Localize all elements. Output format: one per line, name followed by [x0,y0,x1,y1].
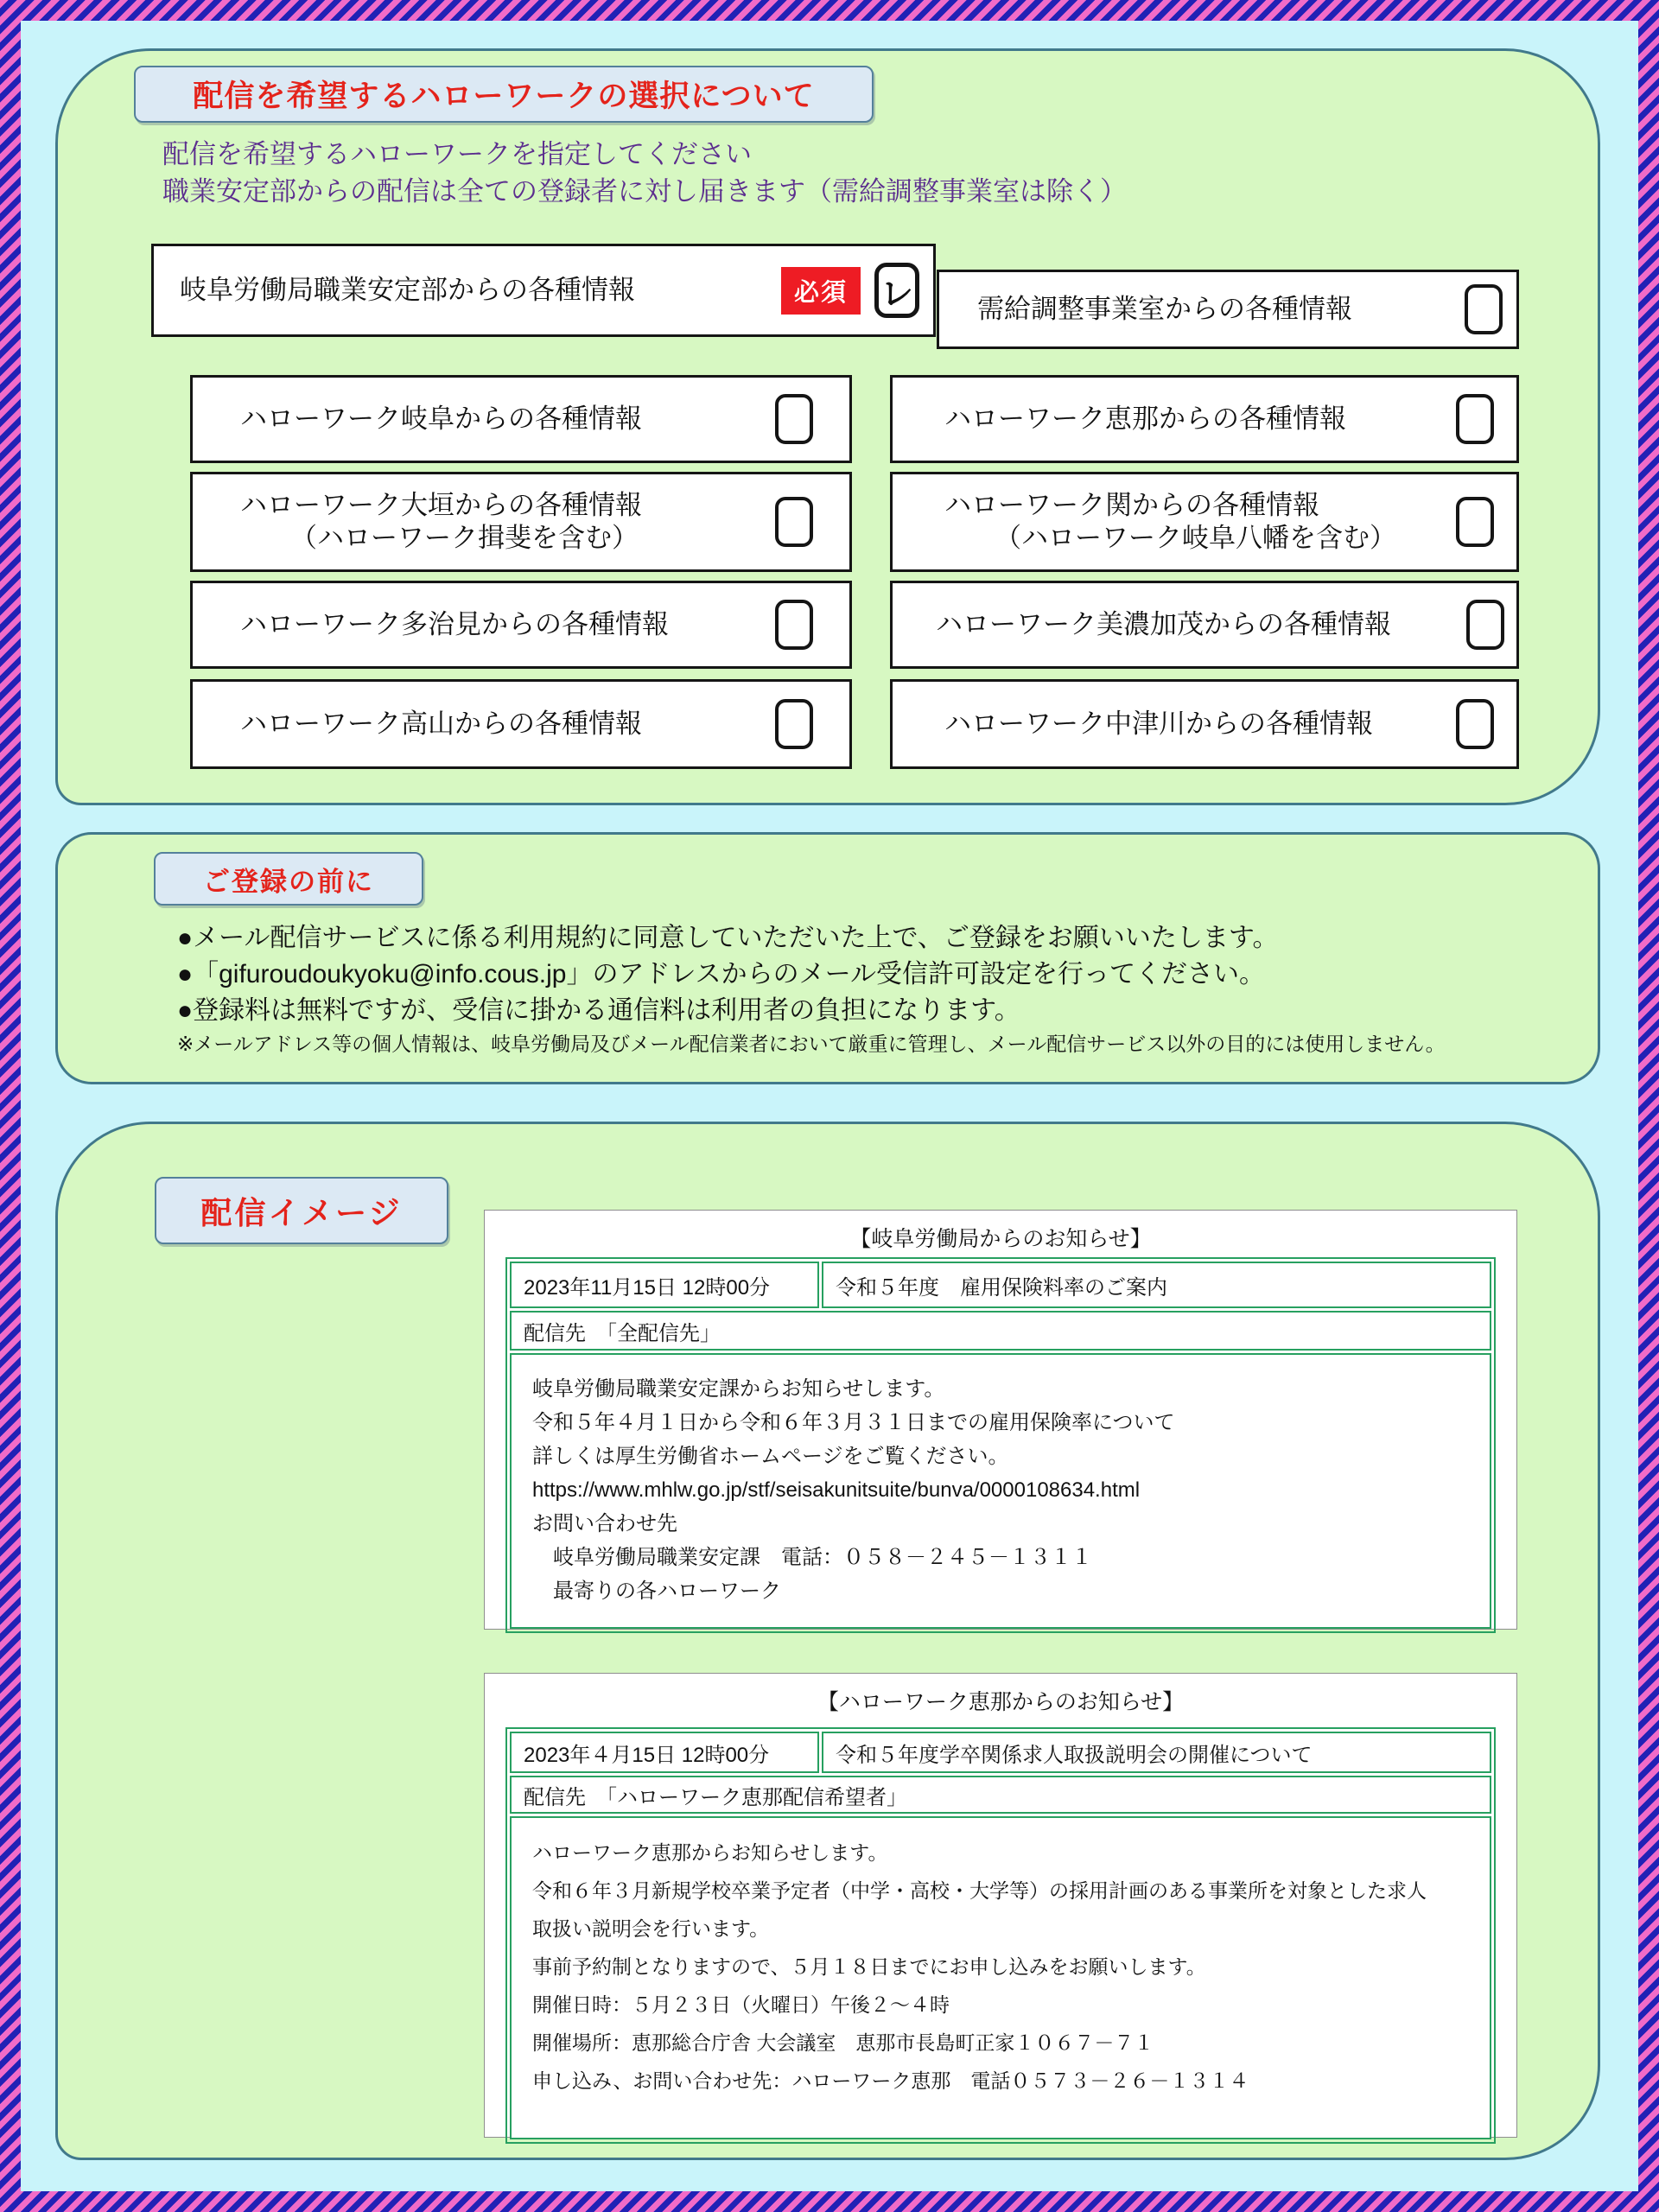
sample-body [510,1353,1491,1629]
sample-subject: 令和５年度学卒関係求人取扱説明会の開催について [822,1732,1491,1773]
checkbox-nakatsugawa[interactable] [1456,699,1494,749]
checkbox-labor-bureau[interactable] [874,263,919,318]
sample-message-table [505,1727,1496,2144]
registration-bullet-2: ●「gifuroudoukyoku@info.cous.jp」のアドレスからのメール受信許可設定を行ってください。 [177,960,1265,988]
sample-message-header: 【岐阜労働局からのお知らせ】 [849,1227,1152,1251]
registration-panel-title: ご登録の前に [154,852,423,906]
office-label: ハローワーク高山からの各種情報 [240,709,642,739]
office-row-ogaki [190,472,852,572]
office-row-gifu [190,375,852,463]
office-row-minokamo [890,581,1519,669]
body-line-url: https://www.mhlw.go.jp/stf/seisakunitsuite/bunva/0000108634.html [532,1478,1141,1502]
body-line: 岐阜労働局職業安定課 電話：０５８－２４５－１３１１ [532,1546,1092,1569]
instruction-line-2: 職業安定部からの配信は全ての登録者に対し届きます（需給調整事業室は除く） [162,176,1127,207]
office-label-note: （ハローワーク岐阜八幡を含む） [995,523,1396,553]
instruction-line-1: 配信を希望するハローワークを指定してください [162,139,752,169]
sample-recipient: 配信先 「全配信先」 [510,1311,1491,1351]
selection-instructions [162,136,1127,210]
sample-message-ena [484,1673,1517,2138]
body-line: 開催場所：恵那総合庁舎 大会議室 恵那市長島町正家１０６７－７１ [532,2031,1154,2054]
sample-message-header: 【ハローワーク恵那からのお知らせ】 [817,1690,1185,1714]
office-label: ハローワーク美濃加茂からの各種情報 [936,609,1391,639]
checkbox-gifu[interactable] [775,394,813,444]
body-line: 事前予約制となりますので、５月１８日までにお申し込みをお願いします。 [532,1955,1206,1978]
sample-subject: 令和５年度 雇用保険料率のご案内 [822,1262,1491,1308]
privacy-note: ※メールアドレス等の個人情報は、岐阜労働局及びメール配信業者において厳重に管理し、メール配信サービス以外の目的には使用しません。 [177,1033,1446,1055]
selection-panel-title: 配信を希望するハローワークの選択について [134,66,874,123]
office-label: ハローワーク多治見からの各種情報 [240,609,669,639]
sample-datetime: 2023年11月15日 12時00分 [510,1262,819,1308]
office-label-main: ハローワーク大垣からの各種情報 [240,490,642,520]
office-row-ena [890,375,1519,463]
body-line: 詳しくは厚生労働省ホームページをご覧ください。 [532,1445,1009,1468]
checkbox-ena[interactable] [1456,394,1494,444]
registration-bullet-1: ●メール配信サービスに係る利用規約に同意していただいた上で、ご登録をお願いいたします。 [177,924,1279,952]
office-row-takayama [190,679,852,769]
office-label: ハローワーク岐阜からの各種情報 [240,404,642,434]
body-line: ハローワーク恵那からお知らせします。 [532,1841,888,1864]
checkbox-takayama[interactable] [775,699,813,749]
office-row-nakatsugawa [890,679,1519,769]
body-line: 最寄りの各ハローワーク [532,1580,781,1603]
office-row-tajimi [190,581,852,669]
sample-body [510,1816,1491,2139]
checkbox-ogaki[interactable] [775,497,813,547]
checkbox-minokamo[interactable] [1466,600,1504,650]
body-line: 申し込み、お問い合わせ先：ハローワーク恵那 電話０５７３－２６－１３１４ [532,2069,1249,2092]
office-label-note: （ハローワーク揖斐を含む） [290,523,639,553]
checkbox-seki[interactable] [1456,497,1494,547]
sample-datetime: 2023年４月15日 12時00分 [510,1732,819,1773]
delivery-panel-title: 配信イメージ [155,1177,448,1244]
office-label [240,489,775,555]
office-row-seki [890,472,1519,572]
office-label [944,489,1456,555]
body-line: 令和６年３月新規学校卒業予定者（中学・高校・大学等）の採用計画のある事業所を対象とした求人 [532,1879,1427,1902]
body-line: 令和５年４月１日から令和６年３月３１日までの雇用保険率について [532,1411,1175,1434]
supply-adjustment-label: 需給調整事業室からの各種情報 [977,294,1352,324]
checkbox-tajimi[interactable] [775,600,813,650]
body-line: お問い合わせ先 [532,1512,677,1535]
sample-message-table [505,1257,1496,1633]
required-info-row [151,244,936,337]
body-line: 岐阜労働局職業安定課からお知らせします。 [532,1377,945,1401]
body-line: 開催日時：５月２３日（火曜日）午後２～４時 [532,1993,950,2016]
supply-adjustment-row [937,270,1519,349]
office-label: ハローワーク恵那からの各種情報 [944,404,1346,434]
registration-bullet-3: ●登録料は無料ですが、受信に掛かる通信料は利用者の負担になります。 [177,996,1020,1025]
checkmark: レ [880,276,913,313]
office-label-main: ハローワーク関からの各種情報 [944,490,1319,520]
checkbox-supply-adjustment[interactable] [1465,284,1503,334]
body-line: 取扱い説明会を行います。 [532,1917,770,1940]
sample-message-labor-bureau [484,1210,1517,1630]
required-badge: 必須 [781,267,861,315]
office-label: ハローワーク中津川からの各種情報 [944,709,1373,739]
required-info-label: 岐阜労働局職業安定部からの各種情報 [180,275,635,305]
sample-recipient: 配信先 「ハローワーク恵那配信希望者」 [510,1776,1491,1814]
